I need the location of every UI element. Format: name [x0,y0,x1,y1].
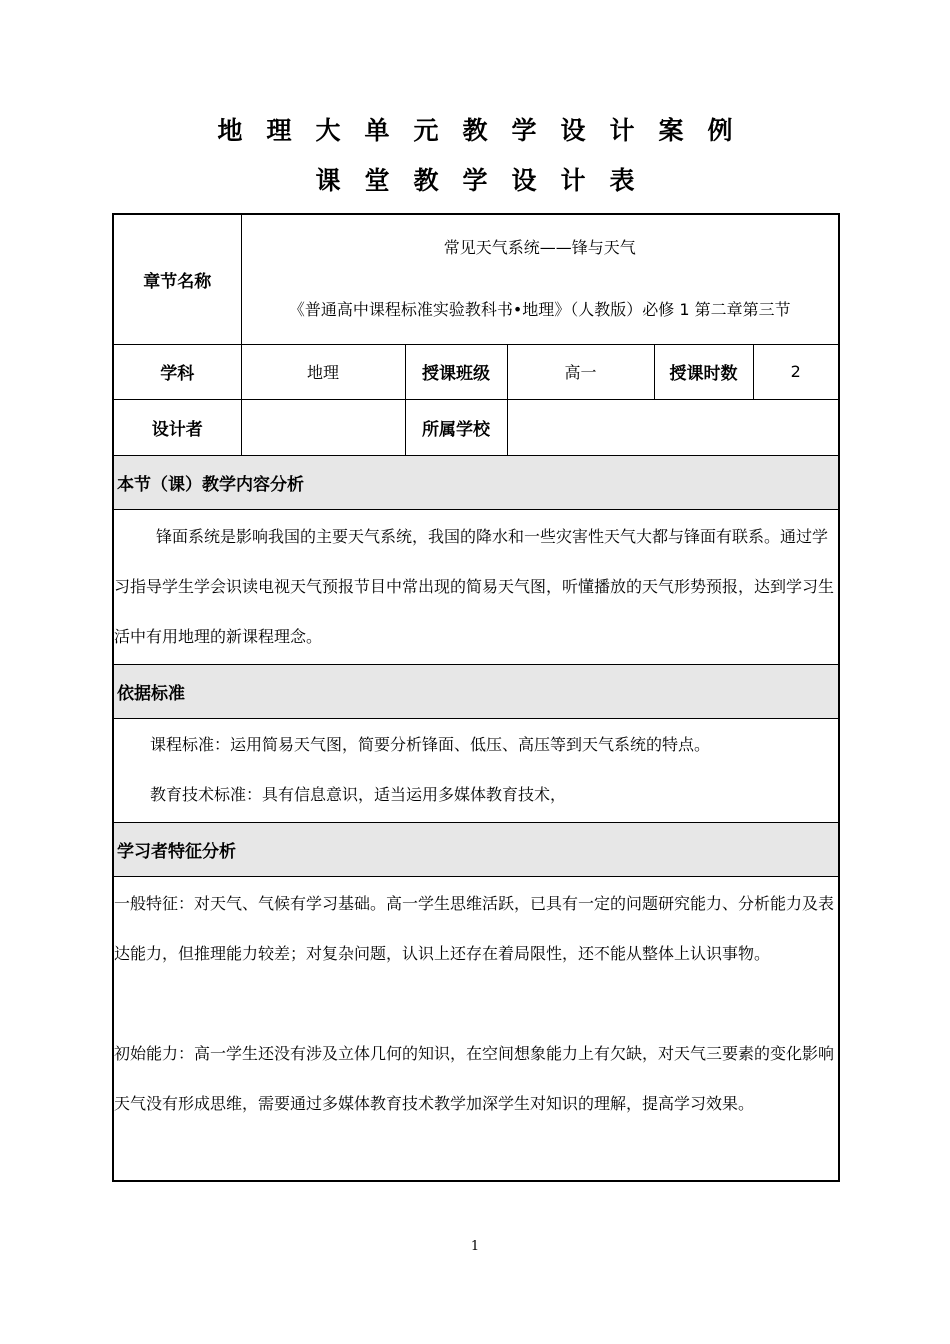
chapter-label: 章节名称 [113,214,241,344]
chapter-cell [241,214,839,344]
standards-heading: 依据标准 [113,664,839,718]
standards-body-row [113,718,839,822]
hours-label: 授课时数 [654,344,753,399]
class-label: 授课班级 [405,344,507,399]
tech-standard-text: 教育技术标准：具有信息意识，适当运用多媒体教育技术， [150,785,567,804]
learner-heading-row [113,822,839,876]
subject-row [113,344,839,399]
standards-heading-row [113,664,839,718]
subject-label: 学科 [113,344,241,399]
content-body-row [113,509,839,664]
designer-value [241,399,405,455]
school-value [507,399,839,455]
page-number: 1 [470,1239,480,1254]
chapter-source: 《普通高中课程标准实验教科书•地理》（人教版）必修 1 第二章第三节 [288,300,791,320]
content-analysis-text: 锋面系统是影响我国的主要天气系统，我国的降水和一些灾害性天气大都与锋面有联系。通过学习指导学生学会识读电视天气预报节目中常出现的简易天气图，听懂播放的天气形势预报，达到学习生活中有用地理的新课程理念。 [114,526,835,646]
content-heading-row [113,455,839,509]
class-value: 高一 [507,344,654,399]
school-label: 所属学校 [405,399,507,455]
hours-value: 2 [753,344,839,399]
document-subtitle: 课堂教学设计表 [315,166,659,195]
designer-row [113,399,839,455]
content-analysis-heading: 本节（课）教学内容分析 [113,455,839,509]
subject-value: 地理 [241,344,405,399]
document-title: 地理大单元教学设计案例 [217,116,757,145]
curriculum-standard-text: 课程标准：运用简易天气图，简要分析锋面、低压、高压等到天气系统的特点。 [150,735,711,754]
learner-initial-text: 初始能力：高一学生还没有涉及立体几何的知识，在空间想象能力上有欠缺，对天气三要素的变化影响天气没有形成思维，需要通过多媒体教育技术教学加深学生对知识的理解，提高学习效果。 [114,1043,835,1113]
learner-body-row [113,876,839,1181]
learner-general-text: 一般特征：对天气、气候有学习基础。高一学生思维活跃，已具有一定的问题研究能力、分析能力及表达能力，但推理能力较差；对复杂问题，认识上还存在着局限性，还不能从整体上认识事物。 [114,893,835,963]
chapter-title: 常见天气系统——锋与天气 [443,238,636,258]
learner-analysis-heading: 学习者特征分析 [113,822,839,876]
chapter-row [113,214,839,344]
designer-label: 设计者 [113,399,241,455]
lesson-design-table [112,213,840,1182]
